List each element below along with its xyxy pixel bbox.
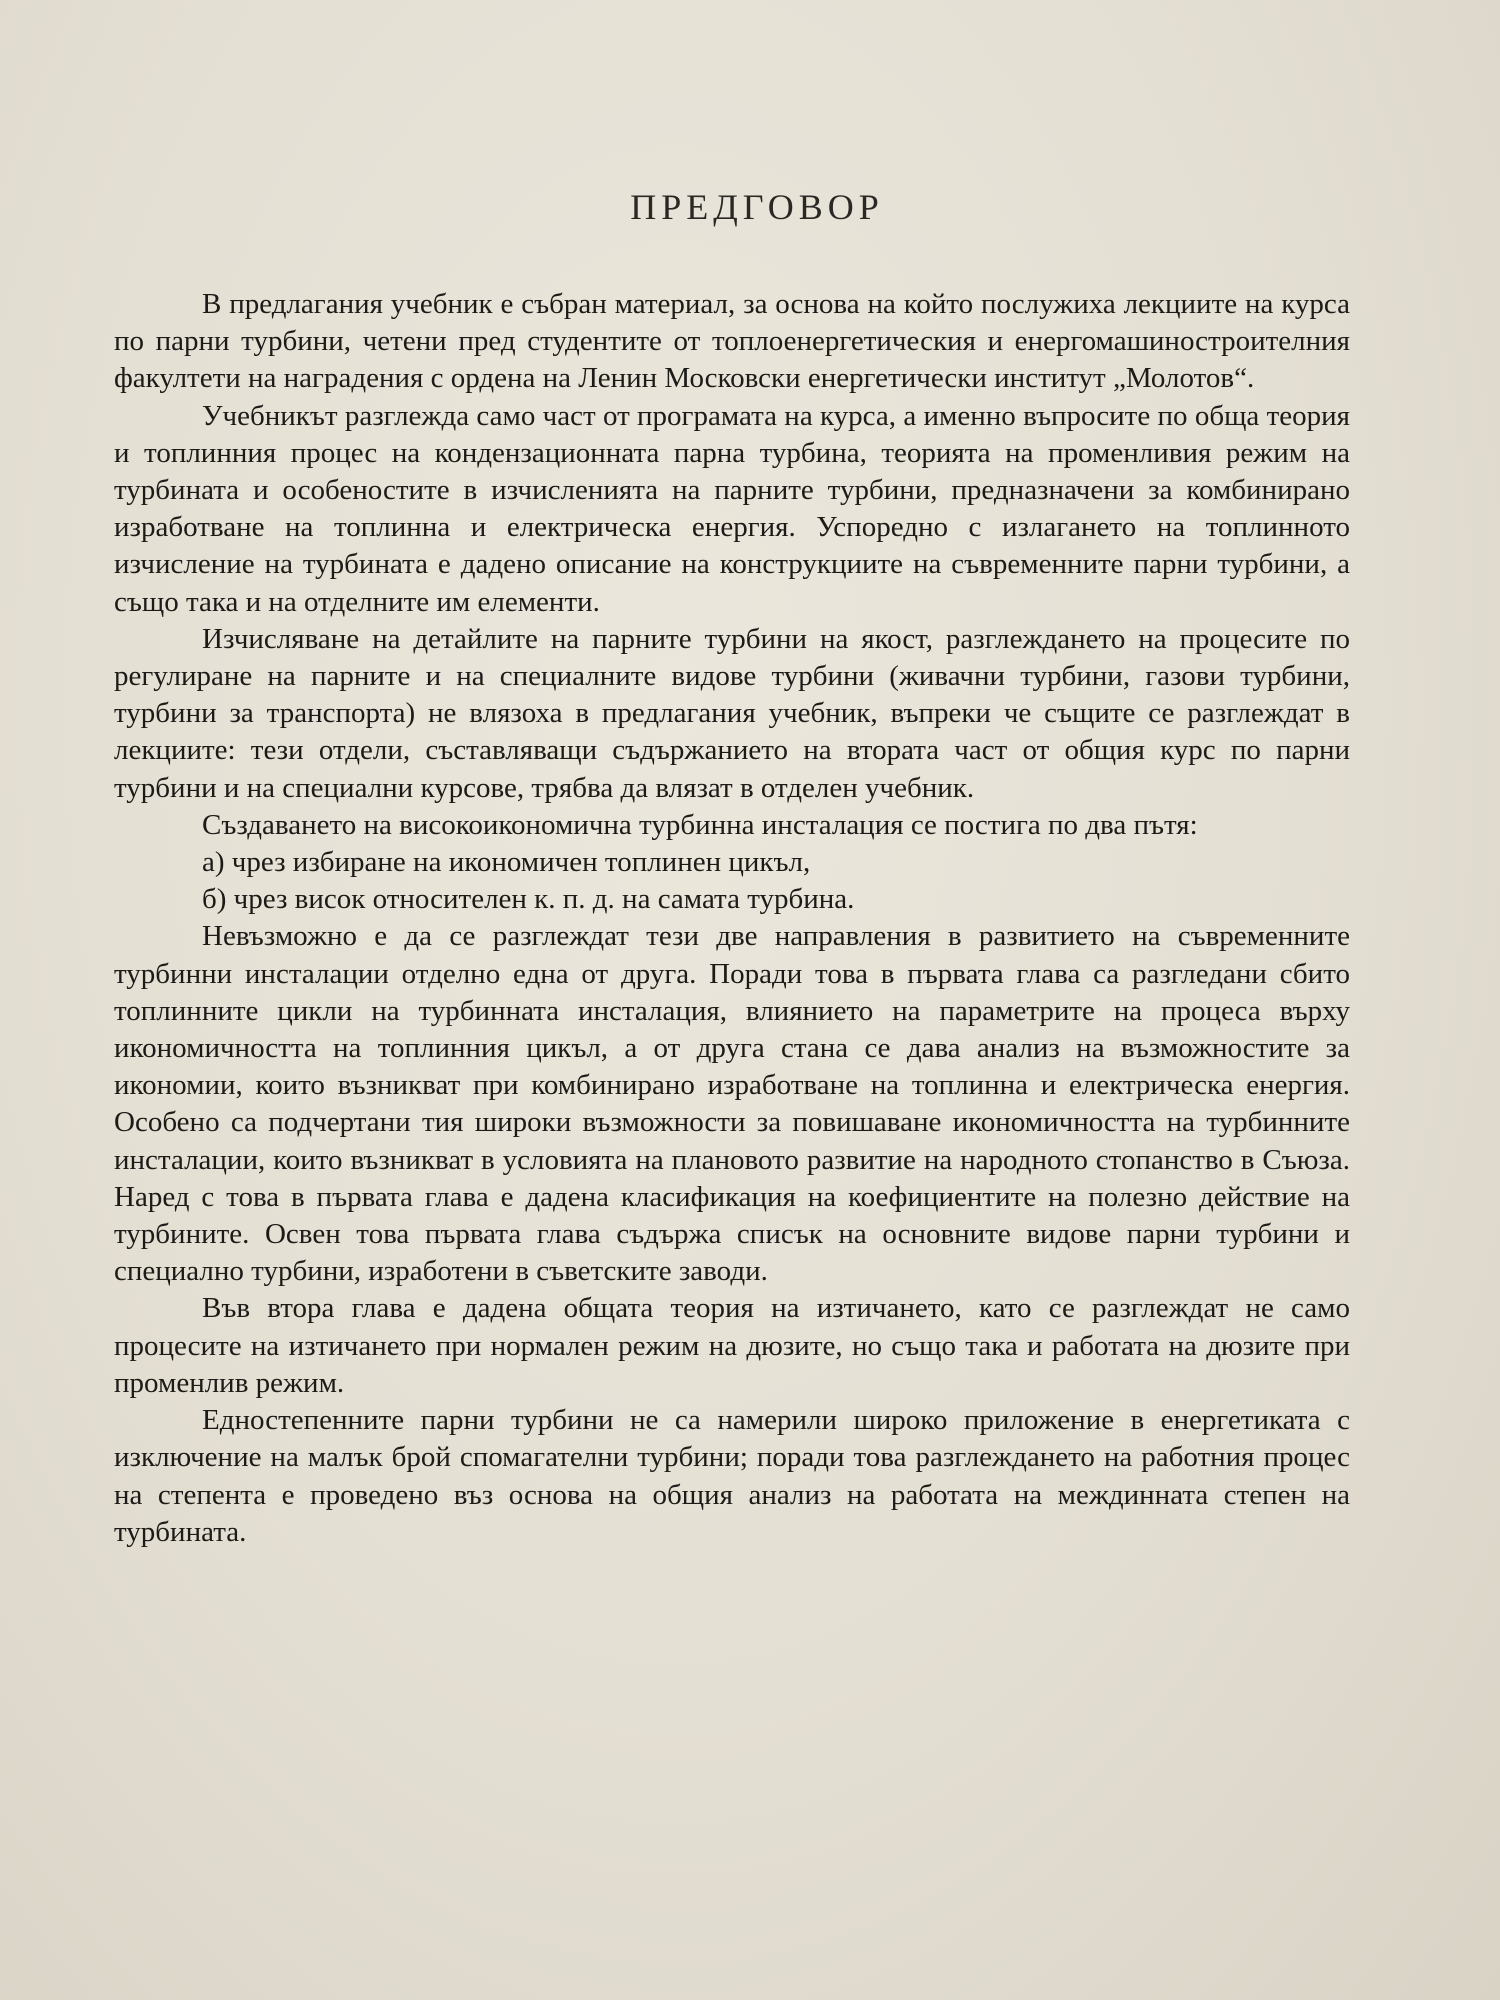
- paragraph: Едностепенните парни турбини не са намерили широко приложение в енергетиката с изключение на малък брой спомагателни турбини; поради това разглеждането на работния процес на степента е проведено въз основа на общия анализ на работата на междинната степен на турбината.: [114, 1404, 1350, 1548]
- paragraph: В предлагания учебник е събран материал, за основа на който послужиха лекциите на курса по парни турбини, четени пред студентите от топлоенергетическия и енергомашиностроителния факултети на наградения с ордена на Ленин Московски енергетически институт „Молотов“.: [114, 288, 1350, 395]
- list-item: а) чрез избиране на икономичен топлинен цикъл,: [202, 846, 811, 879]
- paragraph: Учебникът разглежда само част от програмата на курса, а именно въпросите по обща теория и топлинния процес на кондензационната парна турбина, теорията на променливия режим на турбината и особеностите в изчисленията на парните турбини, предназначени за комбинирано изработване на топлинна и електрическа енергия. Успоредно с излагането на топлинното изчисление на турбината е дадено описание на конструкциите на съвременните парни турбини, а също така и на отделните им елементи.: [114, 399, 1350, 618]
- page-title: ПРЕДГОВОР: [630, 187, 884, 227]
- paragraph: Невъзможно е да се разглеждат тези две направления в развитието на съвременните турбинни инсталации отделно една от друга. Поради това в първата глава са разгледани сбито топлинните цикли на турбинната инсталация, влиянието на параметрите на процеса върху икономичността на топлинния цикъл, а от друга стана се дава анализ на възможностите за икономии, които възникват при комбинирано изработване на топлинна и електрическа енергия. Особено са подчертани тия широки възможности за повишаване икономичността на турбинните инсталации, които възникват в условията на плановото развитие на народното стопанство в Съюза. Наред с това в първата глава е дадена класификация на коефициентите на полезно действие на турбините. Освен това първата глава съдържа списък на основните видове парни турбини и специално турбини, изработени в съветските заводи.: [114, 920, 1350, 1288]
- paragraph: Създаването на високоикономична турбинна инсталация се постига по два пътя:: [202, 808, 1198, 841]
- list-item: б) чрез висок относителен к. п. д. на самата турбина.: [202, 883, 855, 916]
- paragraph: Във втора глава е дадена общата теория на изтичането, като се разглеждат не само процесите на изтичането при нормален режим на дюзите, но също така и работата на дюзите при променлив режим.: [114, 1292, 1350, 1399]
- page-body: [114, 286, 1350, 1551]
- paragraph: Изчисляване на детайлите на парните турбини на якост, разглеждането на процесите по регулиране на парните и на специалните видове турбини (живачни турбини, газови турбини, турбини за транспорта) не влязоха в предлагания учебник, въпреки че същите се разглеждат в лекциите: тези отдели, съставляващи съдържанието на втората част от общия курс по парни турбини и на специални курсове, трябва да влязат в отделен учебник.: [114, 622, 1350, 804]
